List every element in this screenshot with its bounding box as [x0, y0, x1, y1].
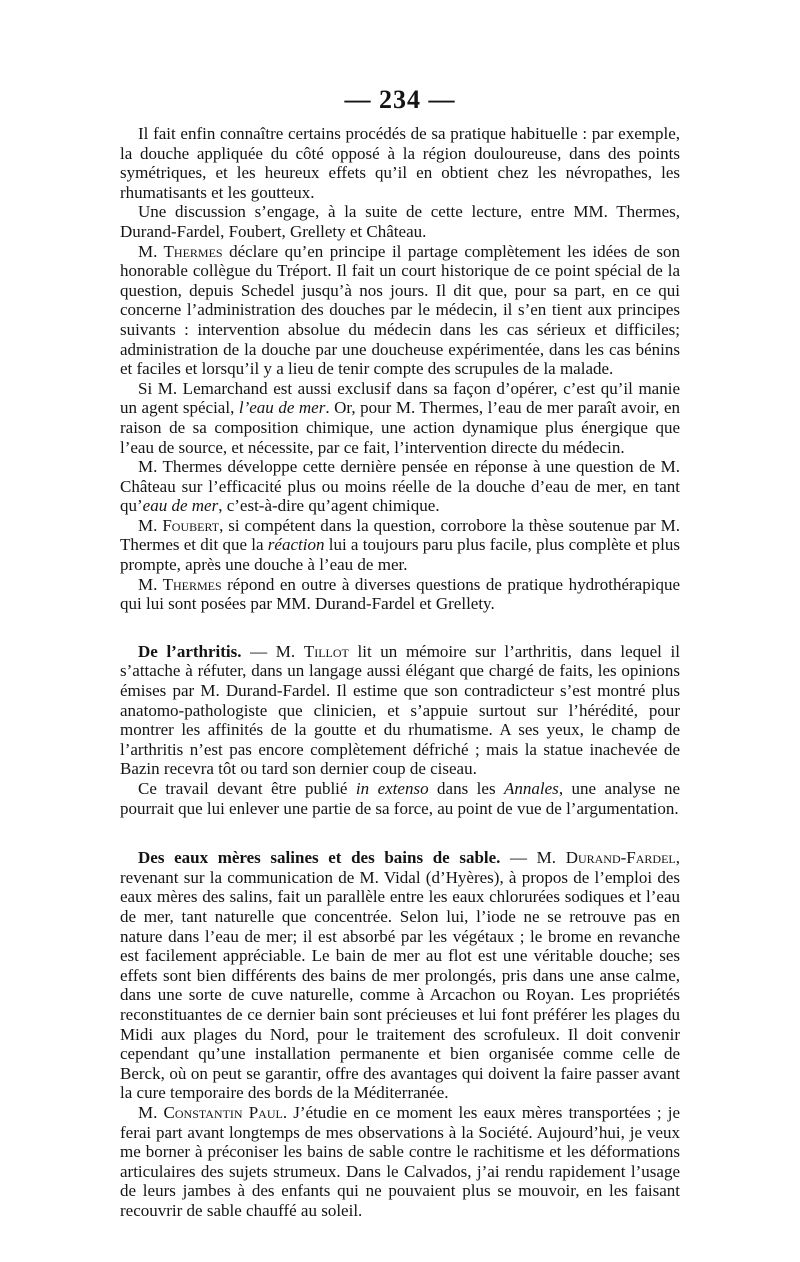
speaker-name: M. Thermes	[138, 241, 223, 261]
paragraph-arthritis	[120, 642, 680, 779]
speaker-name: Tillot	[303, 641, 349, 661]
section-gap	[120, 614, 680, 642]
paragraph-text: . J’étudie en ce moment les eaux mères transportées ; je ferai part avant longtemps de mes observations à la Société. Aujourd’hui, je veux me borner à préconiser les bains de sable contre le rachitisme et les déformations articulaires des sujets strumeux. Dans le Calvados, j’ai rendu rapidement l’usage de leurs jambes à des enfants qui ne pouvaient plus se mouvoir, en les faisant recouvrir de sable chauffé au soleil.	[120, 1102, 681, 1220]
paragraph-text: déclare qu’en principe il partage complètement les idées de son honorable collègue du Tréport. Il fait un court historique de ce point spécial de la question, depuis Schedel jusqu’à nos jours. Il dit que, pour sa part, en ce qui concerne l’administration des douches par le médecin, il s’en tient aux principes suivants : intervention absolue du médecin dans les cas sérieux et difficiles; administration de la douche par une doucheuse expérimentée, dans les cas bénins et faciles et lorsqu’il y a lieu de tenir compte des scrupules de la malade.	[120, 241, 680, 379]
italic-run: l’eau de mer	[238, 398, 326, 418]
paragraph-foubert	[120, 516, 680, 575]
italic-run: in extenso	[355, 779, 429, 798]
section-gap	[120, 818, 680, 848]
paragraph-lemarchand	[120, 379, 680, 457]
text-run: — M.	[500, 848, 566, 868]
speaker-name: M. Foubert	[138, 515, 220, 535]
paragraph-procedes: Il fait enfin connaître certains procédés de sa pratique habituelle : par exemple, la douche appliquée du côté opposé à la région douloureuse, dans des points symétriques, et les heureux effets qu’il en obtient chez les névropathes, les rhumatisants et les goutteux.	[120, 124, 680, 202]
text-run: Si M. Lemarchand est aussi exclusif dans sa façon d’opérer, c’est qu’il manie un agent spécial,	[120, 378, 680, 418]
speaker-name: M. Thermes	[138, 574, 222, 594]
italic-run: réaction	[267, 535, 325, 555]
text-run: . Or, pour M. Thermes, l’eau de mer paraît avoir, en raison de sa composition chimique, une action dynamique plus énergique que l’eau de source, et nécessite, par ce fait, l’intervention directe du médecin.	[120, 398, 680, 457]
text-run: , c’est-à-dire qu’agent chimique.	[218, 496, 440, 516]
page-number: — 234 —	[344, 85, 456, 114]
paragraph-text: lit un mémoire sur l’arthritis, dans lequel il s’attache à réfuter, dans un langage aussi élégant que chargé de faits, les opinions émises par M. Durand-Fardel. Il estime que son contradicteur s’est montré plus anatomo-pathologiste que clinicien, et s’appuie surtout sur l’hérédité, pour montrer les affinités de la goutte et du rhumatisme. A ses yeux, le champ de l’arthritis n’est pas encore complètement défriché ; mais la statue inachevée de Bazin recevra tôt ou tard son dernier coup de ciseau.	[120, 641, 680, 779]
paragraph-thermes-principes	[120, 242, 680, 379]
paragraph-text: , revenant sur la communication de M. Vidal (d’Hyères), à propos de l’emploi des eaux mères des salins, fait un parallèle entre les eaux chlorurées sodiques et l’eau de mer, tant naturelle que concentrée. Selon lui, l’iode ne se retrouve pas en nature dans l’eau de mer; il est absorbé par les végétaux ; le brome en revanche est facilement appréciable. Le bain de mer au flot est une véritable douche; ses effets sont bien différents des bains de mer prolongés, pris dans une anse calme, dans une sorte de cuve naturelle, comme à Arcachon ou Royan. Les propriétés reconstituantes de ce dernier bain sont précieuses et lui font préférer les plages du Midi aux plages du Nord, pour le traitement des scrofuleux. Il doit convenir cependant qu’une installation permanente et bien organisée comme celle de Berck, où on peut se garantir, offre des avantages qui doivent la faire passer avant la cure temporaire des bords de la Méditerranée.	[120, 848, 680, 1103]
speaker-name: Durand-Fardel	[565, 848, 676, 868]
paragraph-text: répond en outre à diverses questions de pratique hydrothérapique qui lui sont posées par MM. Durand-Fardel et Grellety.	[120, 574, 680, 614]
paragraph-constantin-paul	[120, 1103, 680, 1221]
italic-run: Annales	[504, 779, 559, 798]
paragraph-discussion: Une discussion s’engage, à la suite de cette lecture, entre MM. Thermes, Durand-Fardel, Foubert, Grellety et Château.	[120, 202, 680, 241]
text-run: — M.	[241, 641, 304, 661]
section-heading-eaux-meres: Des eaux mères salines et des bains de sable.	[138, 848, 501, 868]
paragraph-travail-publie	[120, 779, 680, 818]
paragraph-thermes-pensee	[120, 457, 680, 516]
text-run: lui a toujours paru plus facile, plus complète et plus prompte, après une douche à l’eau de mer.	[120, 535, 681, 575]
text-run: M. Thermes développe cette dernière pensée en réponse à une question de M. Château sur l’efficacité plus ou moins réelle de la douche d’eau de mer, en tant qu’	[120, 457, 680, 516]
text-run: , une analyse ne pourrait que lui enlever une partie de sa force, au point de vue de l’argumentation.	[120, 779, 681, 818]
speaker-name: M. Constantin Paul	[138, 1102, 283, 1122]
text-run: , si compétent dans la question, corrobore la thèse soutenue par M. Thermes et dit que la	[120, 515, 680, 555]
text-run: dans les	[437, 779, 496, 798]
text-run: Ce travail devant être publié	[138, 779, 348, 798]
italic-run: eau de mer	[142, 496, 219, 516]
section-heading-arthritis: De l’arthritis.	[138, 641, 242, 661]
paragraph-eaux-meres	[120, 848, 680, 1103]
paragraph-thermes-reponse	[120, 575, 680, 614]
